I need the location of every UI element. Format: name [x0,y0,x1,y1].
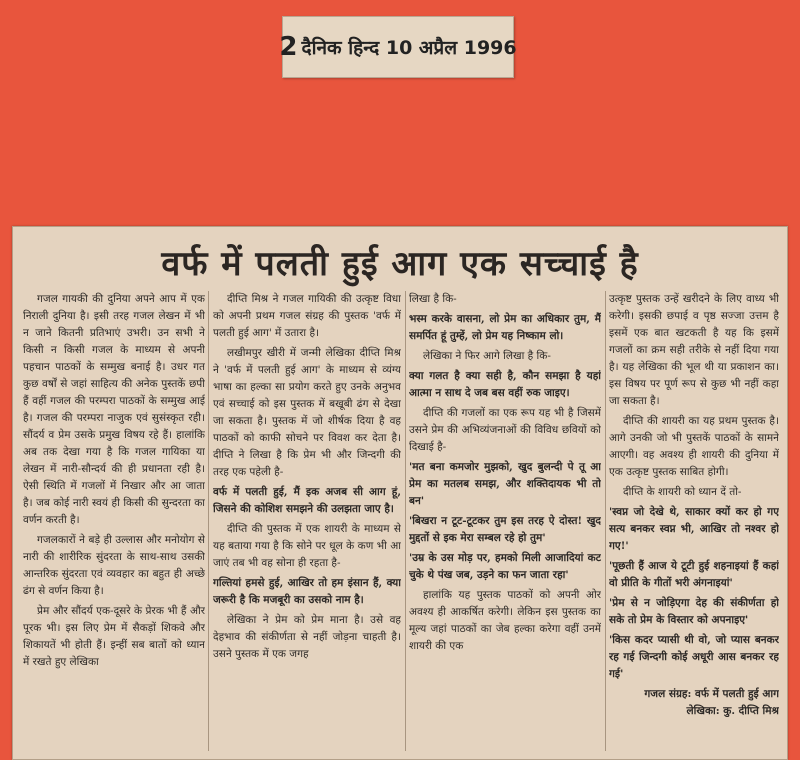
paragraph: लिखा है कि- [409,293,457,305]
verse: 'मत बना कमजोर मुझको, खुद बुलन्दी पे तू आ प्रेम का मतलब समझ, और शक्तिदायक भी तो बन' [409,461,601,507]
book-credit: गजल संग्रह: वर्फ में पलती हुई आग लेखिका: कु. दीप्ति मिश्र [644,688,779,717]
paragraph: लेखिका ने प्रेम को प्रेम माना है। उसे वह देहभाव की संकीर्णता से नहीं जोड़ना चाहती है। उसने पुस्तक में एक जगह [213,614,401,660]
paragraph: गजलकारों ने बड़े ही उल्लास और मनोयोग से नारी की शारीरिक सुंदरता के साथ-साथ उसकी आन्तरिक सुंदरता एवं व्यवहार का बहुत ही अच्छे ढंग से वर्णन किया है। [23,534,205,597]
verse: भस्म करके वासना, लो प्रेम का अधिकार तुम, मैं समर्पित हूं तुम्हें, लो प्रेम यह निष्काम लो। [409,313,601,342]
paragraph: हालांकि यह पुस्तक पाठकों को अपनी ओर अवश्य ही आकर्षित करेगी। लेकिन इस पुस्तक का मूल्य जहां पाठकों का जेब हल्का करेगा वहीं उनमें शायरी की एक [409,589,601,652]
column-divider [605,291,606,751]
paragraph: दीप्ति की पुस्तक में एक शायरी के माध्यम से यह बताया गया है कि सोने पर धूल के कण भी आ जाएं तब भी वह सोना ही रहता है- [213,523,401,569]
paragraph: दीप्ति के शायरी को ध्यान दें तो- [623,486,742,498]
verse: 'स्वप्न जो देखे थे, साकार क्यों कर हो गए सत्य बनकर स्वप्न भी, आखिर तो नश्वर हो गए!' [609,506,779,552]
verse: गल्तियां हमसे हुई, आखिर तो हम इंसान हैं, क्या जरूरी है कि मजबूरी का उसको नाम है। [213,577,401,606]
paragraph: लखीमपुर खीरी में जन्मी लेखिका दीप्ति मिश्र ने 'वर्फ में पलती हुई आग' के माध्यम से व्यंग्य भाषा का हल्का सा प्रयोग करते हुए उनके अनुभव एवं सच्चाई को इस पुस्तक में बखूबी ढंग से देखा जा सकता है। पुस्तक में जो शीर्षक दिया है वह पाठकों को काफी सोचने पर विवश कर देता है। दीप्ति ने लिखा है कि प्रेम भी और जिन्दगी की तरह एक पहेली है- [213,347,401,478]
verse: 'प्रेम से न जोड़िएगा देह की संकीर्णता हो सके तो प्रेम के विस्तार को अपनाइए' [609,597,779,626]
paragraph: दीप्ति मिश्र ने गजल गायिकी की उत्कृष्ट विधा को अपनी प्रथम गजल संग्रह की पुस्तक 'वर्फ में पलती हुई आग' में उतारा है। [213,293,401,339]
paragraph: दीप्ति की गजलों का एक रूप यह भी है जिसमें उसने प्रेम की अभिव्यंजनाओं की विविध छवियों को दिखाई है- [409,407,601,453]
column-divider [405,291,406,751]
page-number: 2 [279,32,298,62]
paragraph: उत्कृष्ट पुस्तक उन्हें खरीदने के लिए वाध्य भी करेगी। इसकी छपाई व पृष्ठ सज्जा उत्तम है इसमें एक बात खटकती है यह कि इसमें गजलों का क्रम सही तरीके से नहीं दिया गया है। यह लेखिका की भूल थी या प्रकाशन का। इस विषय पर पूर्ण रूप से कुछ भी नहीं कहा जा सकता है। [609,293,779,407]
verse: 'बिखरा न टूट-टूटकर तुम इस तरह ऐ दोस्त! खुद मुद्दतों से इक मेरा सम्बल रहे हो तुम' [409,515,601,544]
article-column-4 [609,291,779,751]
verse: क्या गलत है क्या सही है, कौन समझा है यहां आत्मा न साथ दे जब बस वहीं रुक जाइए। [409,370,601,399]
verse: वर्फ में पलती हुई, मैं इक अजब सी आग हूं, जिसने की कोशिश समझने की उलझता जाए है। [213,486,401,515]
article-column-1 [23,291,205,751]
verse: 'उम्र के उस मोड़ पर, हमको मिली आजादियां कट चुके थे पंख जब, उड़ने का फन जाता रहा' [409,552,601,581]
paragraph: प्रेम और सौंदर्य एक-दूसरे के प्रेरक भी हैं और पूरक भी। इस लिए प्रेम में सैकड़ों शिकवे और शिकायतें भी होती हैं। इन्हीं सब बातों को ध्यान में रखते हुए लेखिका [23,605,205,668]
paragraph: दीप्ति की शायरी का यह प्रथम पुस्तक है। आगे उनकी जो भी पुस्तकें पाठकों के सामने आएगी। वह अवश्य ही शायरी की दुनिया में एक उत्कृष्ट पुस्तक साबित होगी। [609,415,779,478]
dateline-text: दैनिक हिन्द 10 अप्रैल 1996 [301,37,517,59]
article-column-3 [409,291,601,751]
article-headline: वर्फ में पलती हुई आग एक सच्चाई है [161,244,639,284]
paragraph: गजल गायकी की दुनिया अपने आप में एक निराली दुनिया है। इसी तरह गजल लेखन में भी न जाने कितनी प्रतिभाएं उभरी। उन सभी ने किसी न किसी गजल के माध्यम से अपनी पहचान पाठकों के सम्मुख बनाई है। उधर गत कुछ वर्षों से जहां साहित्य की अनेक पुस्तकें छपी हैं वहीं गजल की परम्परा पाठकों के सम्मुख आई है। गजल की परम्परा नाजुक एवं सुसंस्कृत रही। सौंदर्य व प्रेम उसके प्रमुख विषय रहे हैं। हालांकि अब तक देखा गया है कि गजल गायिका या लेखन में नारी-सौन्दर्य की ही प्रधानता रही है। ऐसी स्थिति में गजलों में निखार और आ जाता है। जब कोई नारी स्वयं ही किसी की सुन्दरता का वर्णन करती है। [23,293,205,526]
verse: 'किस कदर प्यासी थी वो, जो प्यास बनकर रह गई जिन्दगी कोई अधूरी आस बनकर रह गई' [609,634,779,680]
paragraph: लेखिका ने फिर आगे लिखा है कि- [423,350,551,362]
article-clipping [12,226,788,760]
verse: 'पूछती हैं आज ये टूटी हुई शहनाइयां हैं कहां वो प्रीति के गीतों भरी अंगनाइयां' [609,560,779,589]
dateline-clipping [279,16,517,78]
article-column-2 [213,291,401,751]
column-divider [208,291,209,751]
